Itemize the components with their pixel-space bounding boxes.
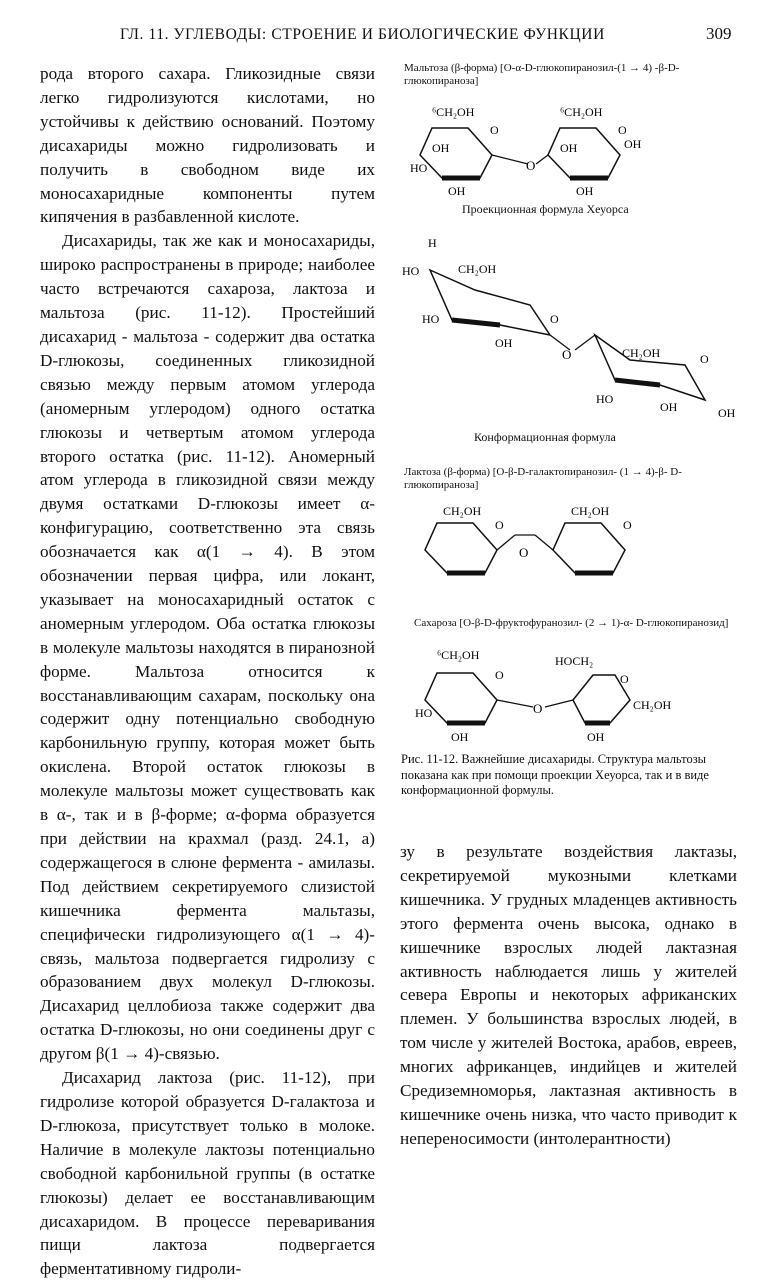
ho-label: HO [410,161,428,175]
paragraph: Дисахариды, так же как и моносахариды, широко распространены в природе; наиболее часто встречаются сахароза, лактоза и мальтоза (рис. 11-12). Простейший дисахарид - мальтоза - содержит два остатка D-глюкозы, соединенных гликозидной связью между первым атомом углерода (аномерным углеродом) одного остатка глюкозы и четвертым атомом углерода второго остатка (рис. 11-12). Аномерный атом углерода в гликозидной связи между двумя остатками D-глюкозы имеет α-конфигурацию, соответственно эта связь обозначается как α(1 → 4). В этом обозначении первая цифра, или локант, указывает на моносахаридный остаток с аномерным углеродом. Оба остатка глюкозы в молекуле мальтозы находятся в пиранозной форме. Мальтоза относится к восстанавливающим сахарам, поскольку она содержит одну потенциально свободную карбонильную группу, которая может быть окислена. Второй остаток глюкозы в молекуле мальтозы может существовать как в α-, так и в β-форме; α-форма образуется при действии на крахмал (разд. 24.1, а) содержащегося в слюне фермента - амилазы. Под действием секретируемого слизистой кишечника фермента мальтазы, специфически гидролизующего α(1 → 4)-связь, мальтоза подвергается гидролизу с образованием двух молекул D-глюкозы. Дисахарид целлобиоза также содержит два остатка D-глюкозы, но они соединены друг с другом β(1 → 4)-связью. [40,231,375,1064]
ring-oxygen: O [620,672,629,686]
oh-label: OH [451,730,469,744]
hoch2-label: HOCH₂ [555,654,594,668]
maltose-haworth-structure [410,100,670,200]
ch2oh-label: ⁶CH₂OH [560,105,603,119]
ch2oh-label: CH₂OH [443,504,482,518]
ho-label: HO [596,392,614,406]
glycosidic-oxygen: O [519,545,529,560]
oh-label: OH [432,141,450,155]
sucrose-structure [415,645,695,750]
ring-oxygen: O [490,123,499,137]
right-column [400,840,737,1151]
haworth-label: Проекционная формула Хеуорса [462,202,629,216]
paragraph: рода второго сахара. Гликозидные связи легко гидролизуются кислотами, но устойчивы к действию оснований. Поэтому дисахариды можно гидролизовать и получить в свободном виде их моносахаридные компоненты путем кипячения в разбавленной кислоте. [40,64,375,227]
figure-caption: Рис. 11-12. Важнейшие дисахариды. Структура мальтозы показана как при помощи проекции Хеуорса, так и в виде конформационной формулы. [401,752,709,797]
ring-oxygen: O [700,352,709,366]
oh-label: OH [448,184,466,198]
oh-label: OH [660,400,678,414]
oh-label: OH [718,406,736,420]
oh-label: OH [576,184,594,198]
ho-label: HO [422,312,440,326]
ch2oh-label: CH₂OH [622,346,661,360]
ho-label: HO [402,264,420,278]
ch2oh-label: CH₂OH [571,504,610,518]
oh-label: OH [624,137,642,151]
oh-label: OH [495,336,513,350]
oh-label: OH [587,730,605,744]
ring-oxygen: O [623,518,632,532]
ho-label: HO [415,706,433,720]
glycosidic-oxygen: O [562,347,572,362]
oh-label: OH [560,141,578,155]
ch2oh-label: CH₂OH [633,698,672,712]
maltose-conformation-structure [400,235,740,435]
paragraph: Дисахарид лактоза (рис. 11-12), при гидролизе которой образуется D-галактоза и D-глюкоза, присутствует только в молоке. Наличие в молекуле лактозы потенциально свободной карбонильной группы (в остатке глюкозы) делает ее восстанавливающим дисахаридом. В процессе переваривания пищи лактоза подвергается ферментативному гидроли- [40,1068,375,1279]
sucrose-label: Сахароза [O-β-D-фруктофуранозил- (2 → 1)-α- D-глюкопиранозид] [414,617,729,629]
running-header: ГЛ. 11. УГЛЕВОДЫ: СТРОЕНИЕ И БИОЛОГИЧЕСКИЕ ФУНКЦИИ [120,26,605,43]
maltose-label: Мальтоза (β-форма) [O-α-D-глюкопиранозил-(1 → 4) -β-D-глюкопираноза] [404,62,680,87]
ch2oh-label: ⁶CH₂OH [437,648,480,662]
page-number: 309 [706,24,732,43]
left-column [40,62,375,1281]
lactose-structure [415,495,675,595]
glycosidic-oxygen: O [526,158,536,173]
paragraph: зу в результате воздействия лактазы, секретируемой мукозными клетками кишечника. У грудных младенцев активность этого фермента очень высока, однако в кишечнике взрослых людей лактазная активность наблюдается лишь у жителей севера Европы и некоторых африканских племен. У большинства взрослых людей, в том числе у жителей Востока, арабов, евреев, многих африканцев, индийцев и жителей Средиземноморья, лактазная активность в кишечнике очень низка, что часто приводит к непереносимости (интолерантности) [400,842,737,1148]
ring-oxygen: O [495,668,504,682]
ch2oh-label: CH₂OH [458,262,497,276]
ring-oxygen: O [495,518,504,532]
ch2oh-label: ⁶CH₂OH [432,105,475,119]
ring-oxygen: O [550,312,559,326]
lactose-label: Лактоза (β-форма) [O-β-D-галактопиранозил- (1 → 4)-β- D-глюкопираноза] [404,466,682,491]
h-label: H [428,236,437,250]
ring-oxygen: O [618,123,627,137]
glycosidic-oxygen: O [533,701,543,716]
conformation-label: Конформационная формула [474,430,616,444]
